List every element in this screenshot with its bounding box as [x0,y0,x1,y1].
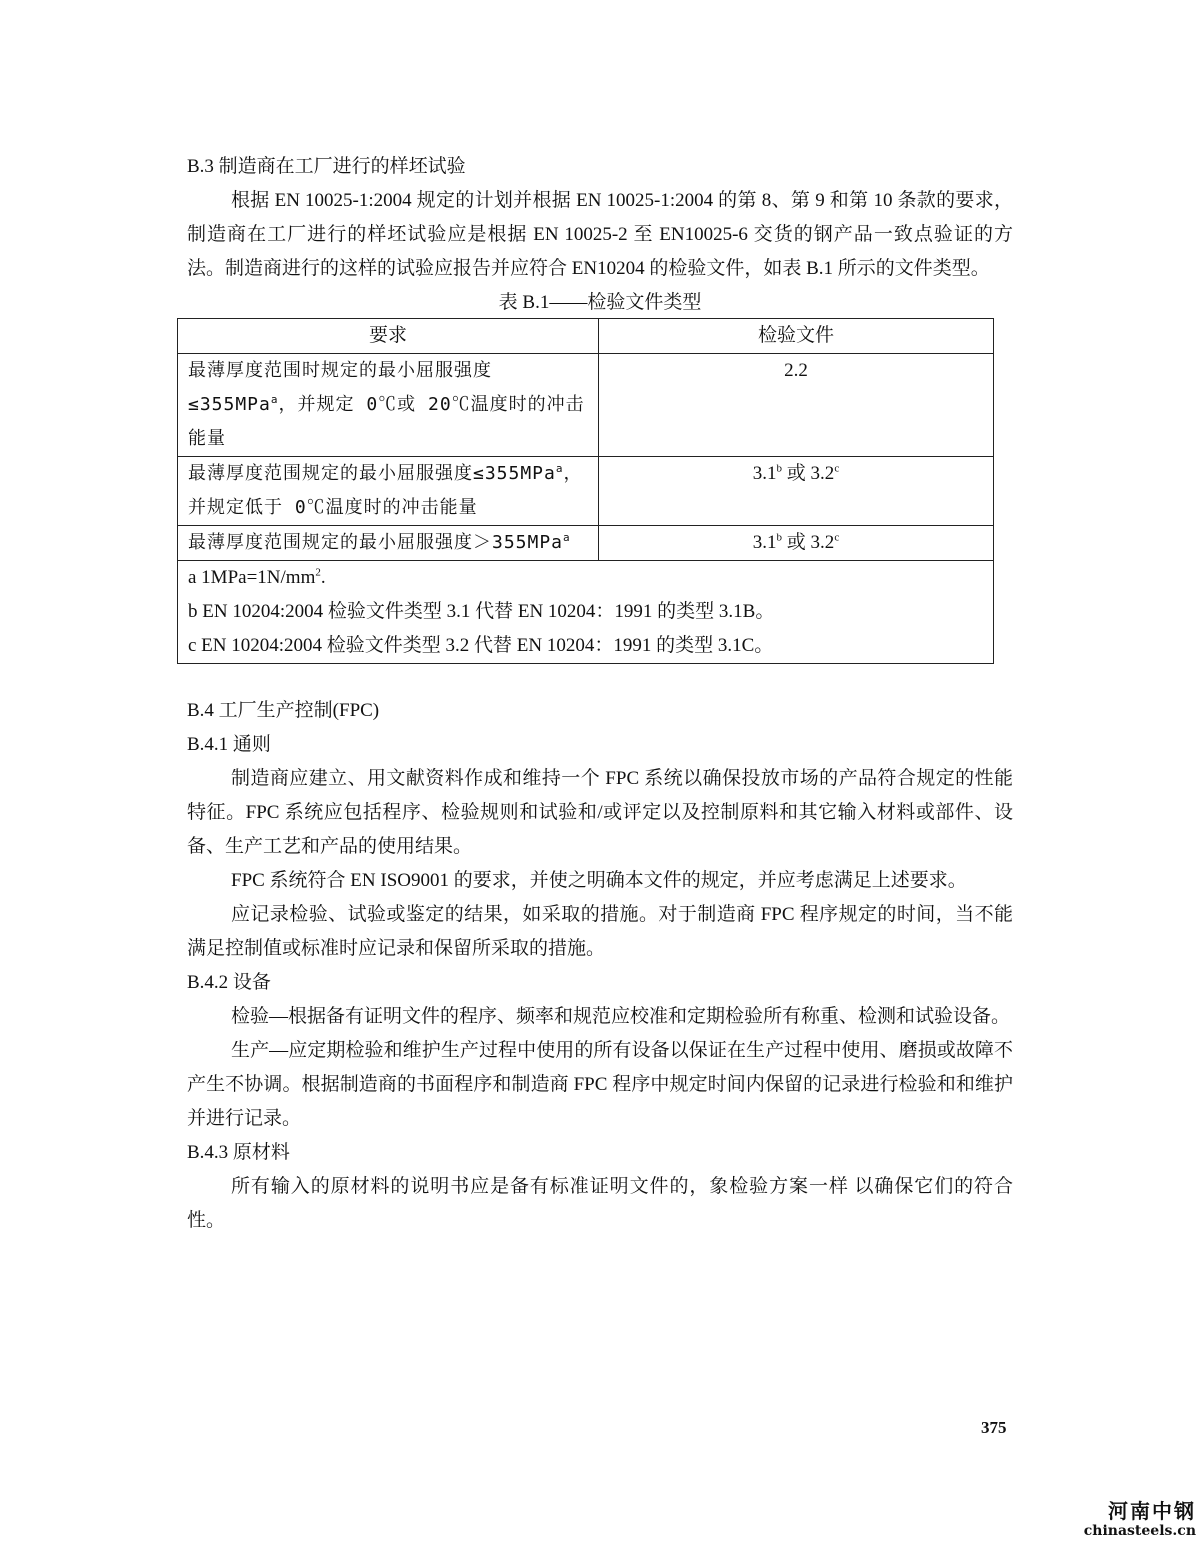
section-b41-paragraph-1: 制造商应建立、用文献资料作成和维持一个 FPC 系统以确保投放市场的产品符合规定的性能特征。FPC 系统应包括程序、检验规则和试验和/或评定以及控制原料和其它输入材料或部件、设备、生产工艺和产品的使用结果。 [187,768,1013,857]
section-b41-heading: B.4.1 通则 [187,734,271,755]
note-b: b EN 10204:2004 检验文件类型 3.1 代替 EN 10204：1991 的类型 3.1B。 [188,601,775,622]
document-body [187,150,1013,1238]
header-requirement: 要求 [178,319,599,354]
header-document: 检验文件 [599,319,994,354]
section-b3-paragraph: 根据 EN 10025-1:2004 规定的计划并根据 EN 10025-1:2004 的第 8、第 9 和第 10 条款的要求，制造商在工厂进行的样坯试验应是根据 EN 10025-2 至 EN10025-6 交货的钢产品一致点验证的方法。制造商进行的这样的试验应报告并应符合 EN10204 的检验文件，如表 B.1 所示的文件类型。 [187,190,1013,279]
table-header-row [178,319,994,354]
row-document-type: 3.1$^b$ 或 3.2$^c$ [599,457,994,526]
section-b42-paragraph-2: 生产—应定期检验和维护生产过程中使用的所有设备以保证在生产过程中使用、磨损或故障不产生不协调。根据制造商的书面程序和制造商 FPC 程序中规定时间内保留的记录进行检验和和维护并进行记录。 [187,1040,1013,1129]
table-row [178,354,994,457]
inspection-document-table [177,318,994,664]
table-caption: 表 B.1——检验文件类型 [498,292,702,313]
row-requirement: 最薄厚度范围规定的最小屈服强度＞355MPa$^a$ [178,526,599,561]
table-row [178,526,994,561]
watermark-logo [1078,1500,1196,1540]
section-b43-heading: B.4.3 原材料 [187,1142,290,1163]
logo-chinese-text: 河南中钢 [1108,1499,1196,1523]
section-b3-heading: B.3 制造商在工厂进行的样坯试验 [187,156,466,177]
row-document-type: 2.2 [599,354,994,457]
note-c: c EN 10204:2004 检验文件类型 3.2 代替 EN 10204：1991 的类型 3.1C。 [188,635,774,656]
table-notes-row [178,561,994,664]
section-b42-heading: B.4.2 设备 [187,972,271,993]
table-notes [178,561,994,664]
section-b41-paragraph-3: 应记录检验、试验或鉴定的结果，如采取的措施。对于制造商 FPC 程序规定的时间，当不能满足控制值或标准时应记录和保留所采取的措施。 [187,904,1013,959]
section-b4-heading: B.4 工厂生产控制(FPC) [187,700,380,721]
row-requirement: 最薄厚度范围时规定的最小屈服强度≤355MPa$^a$，并规定 0℃或 20℃温度时的冲击能量 [178,354,599,457]
logo-url-text: chinasteels.cn [1083,1523,1196,1539]
section-b43-paragraph-1: 所有输入的原材料的说明书应是备有标准证明文件的，象检验方案一样 以确保它们的符合性。 [187,1176,1013,1231]
row-requirement: 最薄厚度范围规定的最小屈服强度≤355MPa$^a$，并规定低于 0℃温度时的冲击能量 [178,457,599,526]
note-a: a $1MPa=1N/mm^2$. [188,566,326,588]
page-number: 375 [981,1418,1007,1437]
row-document-type: 3.1$^b$ 或 3.2$^c$ [599,526,994,561]
section-b42-paragraph-1: 检验—根据备有证明文件的程序、频率和规范应校准和定期检验所有称重、检测和试验设备。 [231,1006,1011,1027]
table-row [178,457,994,526]
section-b41-paragraph-2: FPC 系统符合 EN ISO9001 的要求，并使之明确本文件的规定，并应考虑满足上述要求。 [231,870,967,891]
